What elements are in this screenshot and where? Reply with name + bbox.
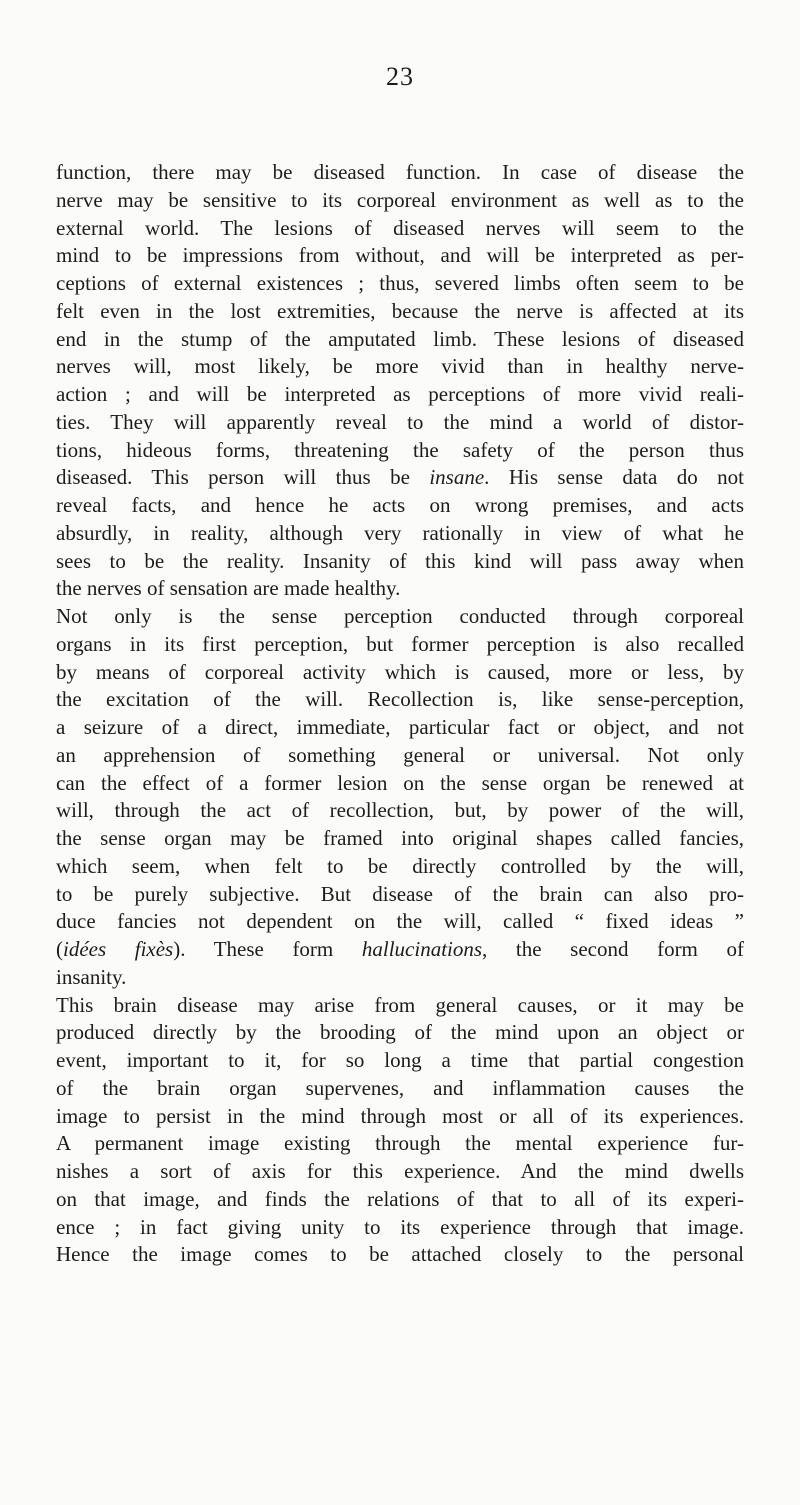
text-segment: duce fancies not dependent on the will, called “ fixed ideas ” (56, 909, 744, 934)
text-segment: of the brain organ supervenes, and inflammation causes the (56, 1075, 744, 1100)
text-segment: . His sense data do not (484, 465, 744, 490)
italic-text: hallucinations (361, 937, 483, 961)
text-line (56, 1186, 744, 1214)
text-segment: sees to be the reality. Insanity of this kind will pass away when (56, 548, 744, 573)
text-segment: A permanent image existing through the mental experience fur- (56, 1131, 744, 1156)
text-segment: insanity. (56, 964, 127, 989)
text-line (56, 659, 744, 687)
text-segment: by means of corporeal activity which is caused, more or less, by (56, 659, 744, 684)
text-line (56, 714, 744, 742)
text-line (56, 409, 744, 437)
text-segment: can the effect of a former lesion on the sense organ be renewed at (56, 770, 744, 795)
body-text (56, 159, 744, 1269)
text-line (56, 575, 744, 603)
text-line (56, 825, 744, 853)
text-segment: external world. The lesions of diseased nerves will seem to the (56, 215, 744, 240)
text-line (56, 631, 744, 659)
text-segment: the sense organ may be framed into original shapes called fancies, (56, 826, 744, 850)
text-line (56, 326, 744, 354)
text-segment: felt even in the lost extremities, because the nerve is affected at its (56, 298, 744, 323)
text-line (56, 908, 744, 936)
text-segment: Hence the image comes to be attached closely to the personal (56, 1242, 744, 1267)
text-line (56, 492, 744, 520)
text-line (56, 548, 744, 576)
text-segment: tions, hideous forms, threatening the safety of the person thus (56, 437, 744, 462)
text-segment: the nerves of sensation are made healthy. (56, 576, 401, 601)
text-segment: ties. They will apparently reveal to the mind a world of distor- (56, 409, 744, 434)
text-segment: to be purely subjective. But disease of the brain can also pro- (56, 881, 744, 906)
text-line (56, 964, 744, 992)
text-segment: reveal facts, and hence he acts on wrong premises, and acts (56, 493, 744, 517)
text-segment: action ; and will be interpreted as perceptions of more vivid reali- (56, 382, 744, 406)
text-line (56, 1019, 744, 1047)
text-segment: , the second form of (482, 937, 744, 961)
text-line (56, 242, 744, 270)
text-segment: ). These form (173, 937, 362, 961)
text-line (56, 992, 744, 1020)
text-line (56, 187, 744, 215)
text-line (56, 881, 744, 909)
text-line (56, 686, 744, 714)
text-line (56, 1047, 744, 1075)
text-line (56, 797, 744, 825)
text-segment: end in the stump of the amputated limb. These lesions of diseased (56, 326, 744, 351)
text-line (56, 603, 744, 631)
text-line (56, 1075, 744, 1103)
text-segment: produced directly by the brooding of the mind upon an object or (56, 1020, 744, 1045)
text-segment: nerve may be sensitive to its corporeal environment as well as to the (56, 187, 744, 212)
text-segment: organs in its first perception, but former perception is also recalled (56, 631, 744, 656)
text-line (56, 853, 744, 881)
text-segment: event, important to it, for so long a time that partial congestion (56, 1048, 744, 1072)
text-line (56, 1241, 744, 1269)
text-segment: ence ; in fact giving unity to its experience through that image. (56, 1214, 744, 1239)
text-line (56, 353, 744, 381)
text-segment: mind to be impressions from without, and will be interpreted as per- (56, 243, 744, 268)
text-segment: function, there may be diseased function. In case of disease the (56, 160, 744, 184)
text-line (56, 464, 744, 492)
text-line (56, 159, 744, 187)
text-segment: diseased. This person will thus be (56, 465, 430, 490)
text-segment: nerves will, most likely, be more vivid than in healthy nerve- (56, 354, 744, 379)
text-segment: the excitation of the will. Recollection is, like sense-perception, (56, 687, 744, 712)
text-segment: on that image, and finds the relations of that to all of its experi- (56, 1186, 744, 1211)
text-line (56, 381, 744, 409)
text-line (56, 298, 744, 326)
text-segment: nishes a sort of axis for this experience. And the mind dwells (56, 1159, 744, 1183)
text-segment: ceptions of external existences ; thus, severed limbs often seem to be (56, 271, 744, 295)
text-segment: will, through the act of recollection, but, by power of the will, (56, 798, 744, 823)
text-line (56, 770, 744, 798)
text-line (56, 437, 744, 465)
page-number: 23 (386, 62, 414, 91)
text-line (56, 270, 744, 298)
text-segment: This brain disease may arise from general causes, or it may be (56, 992, 744, 1017)
text-line (56, 1158, 744, 1186)
italic-text: idées fixès (63, 937, 174, 961)
text-segment: absurdly, in reality, although very rationally in view of what he (56, 520, 744, 545)
text-line (56, 936, 744, 964)
text-line (56, 742, 744, 770)
text-line (56, 1130, 744, 1158)
text-line (56, 1103, 744, 1131)
text-line (56, 1214, 744, 1242)
text-segment: which seem, when felt to be directly controlled by the will, (56, 853, 744, 878)
text-line (56, 215, 744, 243)
italic-text: insane (429, 465, 485, 490)
text-segment: a seizure of a direct, immediate, particular fact or object, and not (56, 715, 744, 739)
text-segment: an apprehension of something general or universal. Not only (56, 742, 744, 767)
text-segment: Not only is the sense perception conducted through corporeal (56, 604, 744, 628)
text-line (56, 520, 744, 548)
text-segment: image to persist in the mind through most or all of its experiences. (56, 1103, 744, 1128)
text-segment: ( (56, 937, 63, 961)
